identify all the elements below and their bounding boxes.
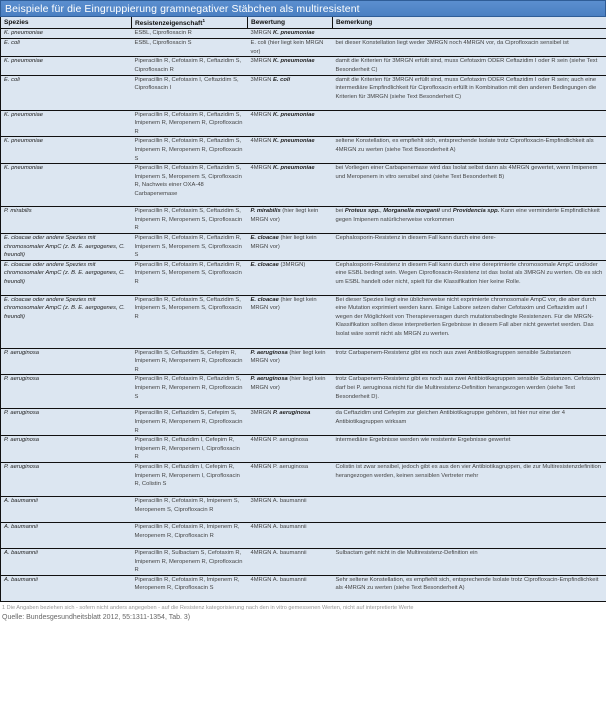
cell-remark: intermediäre Ergebnisse werden wie resistente Ergebnisse gewertet — [333, 436, 606, 463]
cell-resistance: Piperacillin R, Cefotaxim S, Ceftazidim S, Imipenem S, Meropenem S, Ciprofloxacin R — [132, 295, 248, 348]
cell-species: P. mirabilis — [1, 207, 132, 234]
cell-resistance: Piperacillin R, Ceftazidim S, Cefepim S, Imipenem R, Meropenem R, Ciprofloxacin R — [132, 409, 248, 436]
evaluation-species: E. coli — [273, 76, 291, 83]
cell-resistance: ESBL, Ciprofloxacin R — [132, 29, 248, 39]
cell-species: P. aeruginosa — [1, 348, 132, 375]
evaluation-species: P. aeruginosa — [250, 376, 288, 383]
remark-species: Providencia spp. — [452, 208, 500, 215]
remark-text: bei — [335, 208, 345, 215]
cell-evaluation — [248, 137, 333, 164]
cell-resistance: Piperacillin R, Cefotaxim R, Imipenem R, Meropenem R, Ciprofloxacin S — [132, 575, 248, 601]
cell-remark: damit die Kriterien für 3MRGN erfüllt sind, muss Cefotaxim ODER Ceftazidim I oder R sein (siehe Text Besonderheit C) — [333, 57, 606, 75]
evaluation-note: (hier liegt kein MRGN vor) — [250, 234, 317, 250]
cell-remark — [333, 110, 606, 137]
evaluation-text: 4MRGN P. aeruginosa — [250, 464, 309, 471]
cell-species: A. baumannii — [1, 523, 132, 549]
cell-resistance: Piperacillin R, Ceftazidim I, Cefepim R, Imipenem R, Meropenem I, Ciprofloxacin R, Colistin S — [132, 463, 248, 497]
table-row — [1, 110, 606, 137]
evaluation-species: K. pneumoniae — [273, 111, 315, 118]
cell-species: K. pneumoniae — [1, 57, 132, 75]
cell-species: P. aeruginosa — [1, 375, 132, 409]
table-row — [1, 57, 606, 75]
table-row — [1, 75, 606, 110]
evaluation-species: K. pneumoniae — [273, 30, 315, 37]
cell-remark — [333, 523, 606, 549]
cell-evaluation — [248, 463, 333, 497]
table-row — [1, 260, 606, 295]
evaluation-text: 3MRGN — [250, 30, 274, 37]
remark-species: Morganella morganii — [383, 208, 440, 215]
evaluation-text: 4MRGN A. baumannii — [250, 550, 307, 557]
remark-text: Kann eine verminderte Empfindlichkeit gegen Imipenem natürlicherweise vorkommen — [335, 208, 600, 223]
cell-resistance: Piperacillin R, Cefotaxim R, Ceftazidim S, Imipenem S, Meropenem S, Ciprofloxacin R, Nachweis einer OXA-48 Carbapenemase — [132, 164, 248, 207]
cell-resistance: Piperacillin R, Cefotaxim R, Ceftazidim S, Imipenem R, Meropenem R, Ciprofloxacin S — [132, 137, 248, 164]
table-row — [1, 295, 606, 348]
header-remark — [333, 17, 606, 29]
evaluation-note: (hier liegt kein MRGN vor) — [250, 376, 326, 392]
table-row — [1, 575, 606, 601]
evaluation-text: 3MRGN — [250, 76, 274, 83]
cell-remark: bei Vorliegen einer Carbapenemase wird das Isolat selbst dann als 4MRGN gewertet, wenn Imipenem und Meropenem in vitro sensibel sind (siehe Text Besonderheit B) — [333, 164, 606, 207]
evaluation-text: 3MRGN A. baumannii — [250, 498, 307, 505]
cell-evaluation — [248, 29, 333, 39]
cell-remark: Sulbactam geht nicht in die Multiresistenz-Definition ein — [333, 549, 606, 576]
table-row — [1, 375, 606, 409]
cell-remark — [333, 207, 606, 234]
evaluation-text: 4MRGN A. baumannii — [250, 524, 307, 531]
cell-evaluation — [248, 523, 333, 549]
source-citation: Quelle: Bundesgesundheitsblatt 2012, 55:1311-1354, Tab. 3) — [2, 613, 191, 621]
header-species-label: Spezies — [4, 19, 29, 27]
cell-species: E. cloacae oder andere Spezies mit chromosomaler AmpC (z. B. E. aergogenes, C. freundii) — [1, 295, 132, 348]
table-row — [1, 207, 606, 234]
cell-remark: trotz Carbapenem-Resistenz gibt es noch aus zwei Antibiotikagruppen sensible Substanzen — [333, 348, 606, 375]
cell-evaluation — [248, 497, 333, 523]
cell-remark: seltene Konstellation, es empfiehlt sich, entsprechende Isolate trotz Ciprofloxacin-Empfindlichkeit als 4MRGN zu werten (siehe Text Besonderheit A) — [333, 137, 606, 164]
evaluation-text: 3MRGN — [250, 410, 274, 417]
cell-species: K. pneumoniae — [1, 137, 132, 164]
cell-species: E. coli — [1, 39, 132, 57]
header-remark-label: Bemerkung — [336, 19, 373, 27]
cell-evaluation — [248, 75, 333, 110]
header-row — [1, 17, 606, 29]
cell-evaluation — [248, 233, 333, 260]
evaluation-note: (hier liegt kein MRGN vor) — [250, 208, 319, 223]
cell-resistance: Piperacillin R, Cefotaxim R, Ceftazidim S, Imipenem R, Meropenem R, Ciprofloxacin S — [132, 375, 248, 409]
cell-remark: trotz Carbapenem-Resistenz gibt es noch aus zwei Antibiotikagruppen sensible Substanzen. Cefotaxim darf bei P. aeruginosa nicht für die Multiresistenz-Definition herangezogen werden (siehe Text Besonderheit D). — [333, 375, 606, 409]
cell-species: E. coli — [1, 75, 132, 110]
cell-resistance: Piperacillin R, Sulbactam S, Cefotaxim R, Imipenem R, Meropenem R, Ciprofloxacin R — [132, 549, 248, 576]
remark-species: Proteus spp. — [344, 208, 380, 215]
cell-species: E. cloacae oder andere Spezies mit chromosomaler AmpC (z. B. E. aergogenes, C. freundii) — [1, 260, 132, 295]
table-row — [1, 29, 606, 39]
footnote-marker: 1 — [202, 18, 205, 23]
remark-text: und — [439, 208, 453, 215]
cell-evaluation — [248, 295, 333, 348]
cell-evaluation — [248, 260, 333, 295]
evaluation-note: (hier liegt kein MRGN vor) — [250, 349, 326, 365]
cell-species: K. pneumoniae — [1, 110, 132, 137]
evaluation-note: (hier liegt kein MRGN vor) — [250, 296, 317, 312]
evaluation-text: 4MRGN A. baumannii — [250, 576, 307, 583]
table-row — [1, 164, 606, 207]
cell-remark: da Ceftazidim und Cefepim zur gleichen Antibiotikagruppe gehören, ist hier nur eine der 4 Antibiotikagruppen wirksam — [333, 409, 606, 436]
cell-evaluation — [248, 39, 333, 57]
cell-resistance: ESBL, Ciprofloxacin S — [132, 39, 248, 57]
cell-evaluation — [248, 549, 333, 576]
cell-species: P. aeruginosa — [1, 436, 132, 463]
evaluation-species: K. pneumoniae — [273, 165, 315, 172]
cell-species: K. pneumoniae — [1, 164, 132, 207]
evaluation-text: 4MRGN — [250, 111, 274, 118]
table-body — [1, 29, 606, 602]
cell-evaluation — [248, 409, 333, 436]
table-title: Beispiele für die Eingruppierung gramnegativer Stäbchen als multiresistent — [0, 0, 606, 17]
table-row — [1, 549, 606, 576]
evaluation-note: (3MRGN) — [278, 261, 306, 268]
cell-resistance: Piperacillin R, Cefotaxim R, Ceftazidim R, Imipenem S, Meropenem S, Ciprofloxacin S — [132, 233, 248, 260]
cell-species: E. cloacae oder andere Spezies mit chromosomaler AmpC (z. B. E. aergogenes, C. freundii) — [1, 233, 132, 260]
evaluation-species: P. aeruginosa — [250, 349, 288, 356]
cell-remark: Cephalosporin-Resistenz in diesem Fall kann durch eine dereprimierte chromosomale AmpC und/oder eine ESBL bedingt sein. Wegen Ciprofloxacin-Resistenz ist das Isolat als 3MRGN zu werten. Ob es sich um ESBL handelt oder nicht, spielt für die Klassifikation hier keine Rolle. — [333, 260, 606, 295]
header-evaluation-label: Bewertung — [251, 19, 286, 27]
evaluation-species: P. mirabilis — [250, 208, 281, 215]
evaluation-text: 3MRGN — [250, 58, 274, 65]
cell-resistance: Piperacillin R, Cefotaxim R, Imipenem R, Meropenem R, Ciprofloxacin R — [132, 523, 248, 549]
cell-remark: Cephalosporin-Resistenz in diesem Fall kann durch eine dere- — [333, 233, 606, 260]
evaluation-text: 4MRGN — [250, 138, 274, 145]
cell-evaluation — [248, 57, 333, 75]
cell-evaluation — [248, 207, 333, 234]
evaluation-species: E. cloacae — [250, 296, 279, 303]
cell-resistance: Piperacillin R, Cefotaxim I, Ceftazidim S, Ciprofloxacin I — [132, 75, 248, 110]
cell-evaluation — [248, 375, 333, 409]
cell-remark: Bei dieser Spezies liegt eine üblicherweise nicht exprimierte chromosomale AmpC vor, die aber durch eine Mutation exprimiert werden kann. Einige Labore setzen daher Cefotaxim und Ceftazidim auf I wegen der Möglichkeit von Therapieversagen durch mutationsbedingte Resistenzen. Für die MRGN-Klassifikation sollten diese interpretierten Ergebnisse in diesem Fall aber nicht gewertet werden. Das Isolat wäre somit nicht als MRGN zu werten. — [333, 295, 606, 348]
header-resistance-label: Resistenzeigenschaft — [135, 20, 203, 28]
table-row — [1, 523, 606, 549]
table-row — [1, 463, 606, 497]
table-row — [1, 137, 606, 164]
cell-species: A. baumannii — [1, 497, 132, 523]
cell-resistance: Piperacillin R, Ceftazidim I, Cefepim R, Imipenem R, Meropenem I, Ciprofloxacin R — [132, 436, 248, 463]
cell-species: K. pneumoniae — [1, 29, 132, 39]
evaluation-text: 4MRGN — [250, 165, 274, 172]
footnote: 1 Die Angaben beziehen sich - sofern nicht anders angegeben - auf die Resistenz kategorisierung nach den in vitro gemessenen Werten, nicht auf interpretierte Werte — [2, 604, 414, 611]
cell-evaluation — [248, 348, 333, 375]
evaluation-text: E. coli (hier liegt kein MRGN vor) — [250, 40, 324, 55]
table-row — [1, 39, 606, 57]
cell-remark — [333, 497, 606, 523]
cell-remark — [333, 29, 606, 39]
remark-text: , — [379, 208, 384, 215]
cell-resistance: Piperacillin R, Cefotaxim S, Ceftazidim S, Imipenem R, Meropenem S, Ciprofloxacin R — [132, 207, 248, 234]
evaluation-species: K. pneumoniae — [273, 58, 315, 65]
cell-remark: Colistin ist zwar sensibel, jedoch gibt es aus den vier Antibiotikagruppen, die zur Multiresistenzdefinition herangezogen werden, keinen sensiblen Vertreter mehr — [333, 463, 606, 497]
cell-species: A. baumannii — [1, 575, 132, 601]
cell-resistance: Piperacillin R, Cefotaxim R, Ceftazidim R, Imipenem S, Meropenem S, Ciprofloxacin R — [132, 260, 248, 295]
cell-remark: Sehr seltene Konstellation, es empfiehlt sich, entsprechende Isolate trotz Ciprofloxacin-Empfindlichkeit als 4MRGN zu werten (siehe Text Besonderheit A) — [333, 575, 606, 601]
cell-remark: damit die Kriterien für 3MRGN erfüllt sind, muss Cefotaxim ODER Ceftazidim I oder R sein; auch eine intermediäre Empfindlichkeit für Ciprofloxacin erfüllt in Kombination mit den anderen Bedingungen die Kriterien für 3MRGN (siehe Text Besonderheit C) — [333, 75, 606, 110]
evaluation-species: E. cloacae — [250, 234, 279, 241]
cell-species: P. aeruginosa — [1, 463, 132, 497]
evaluation-species: P. aeruginosa — [273, 410, 311, 417]
evaluation-species: K. pneumoniae — [273, 138, 315, 145]
cell-species: P. aeruginosa — [1, 409, 132, 436]
table-row — [1, 436, 606, 463]
cell-evaluation — [248, 575, 333, 601]
header-evaluation — [248, 17, 333, 29]
cell-resistance: Piperacillin R, Cefotaxim R, Ceftazidim S, Ciprofloxacin R — [132, 57, 248, 75]
cell-resistance: Piperacillin R, Cefotaxim R, Imipenem S, Meropenem S, Ciprofloxacin R — [132, 497, 248, 523]
header-resistance — [132, 17, 248, 29]
table-row — [1, 409, 606, 436]
table-row — [1, 497, 606, 523]
cell-evaluation — [248, 110, 333, 137]
cell-resistance: Piperacillin R, Cefotaxim R, Ceftazidim S, Imipenem R, Meropenem R, Ciprofloxacin R — [132, 110, 248, 137]
table-row — [1, 348, 606, 375]
cell-remark: bei dieser Konstellation liegt weder 3MRGN noch 4MRGN vor, da Ciprofloxacin sensibel ist — [333, 39, 606, 57]
cell-evaluation — [248, 436, 333, 463]
cell-species: A. baumannii — [1, 549, 132, 576]
cell-resistance: Piperacillin S, Ceftazidim S, Cefepim R, Imipenem R, Meropenem R, Ciprofloxacin R — [132, 348, 248, 375]
header-species — [1, 17, 132, 29]
evaluation-text: 4MRGN P. aeruginosa — [250, 437, 309, 444]
cell-evaluation — [248, 164, 333, 207]
evaluation-species: E. cloacae — [250, 261, 279, 268]
classification-table — [0, 17, 606, 602]
table-row — [1, 233, 606, 260]
